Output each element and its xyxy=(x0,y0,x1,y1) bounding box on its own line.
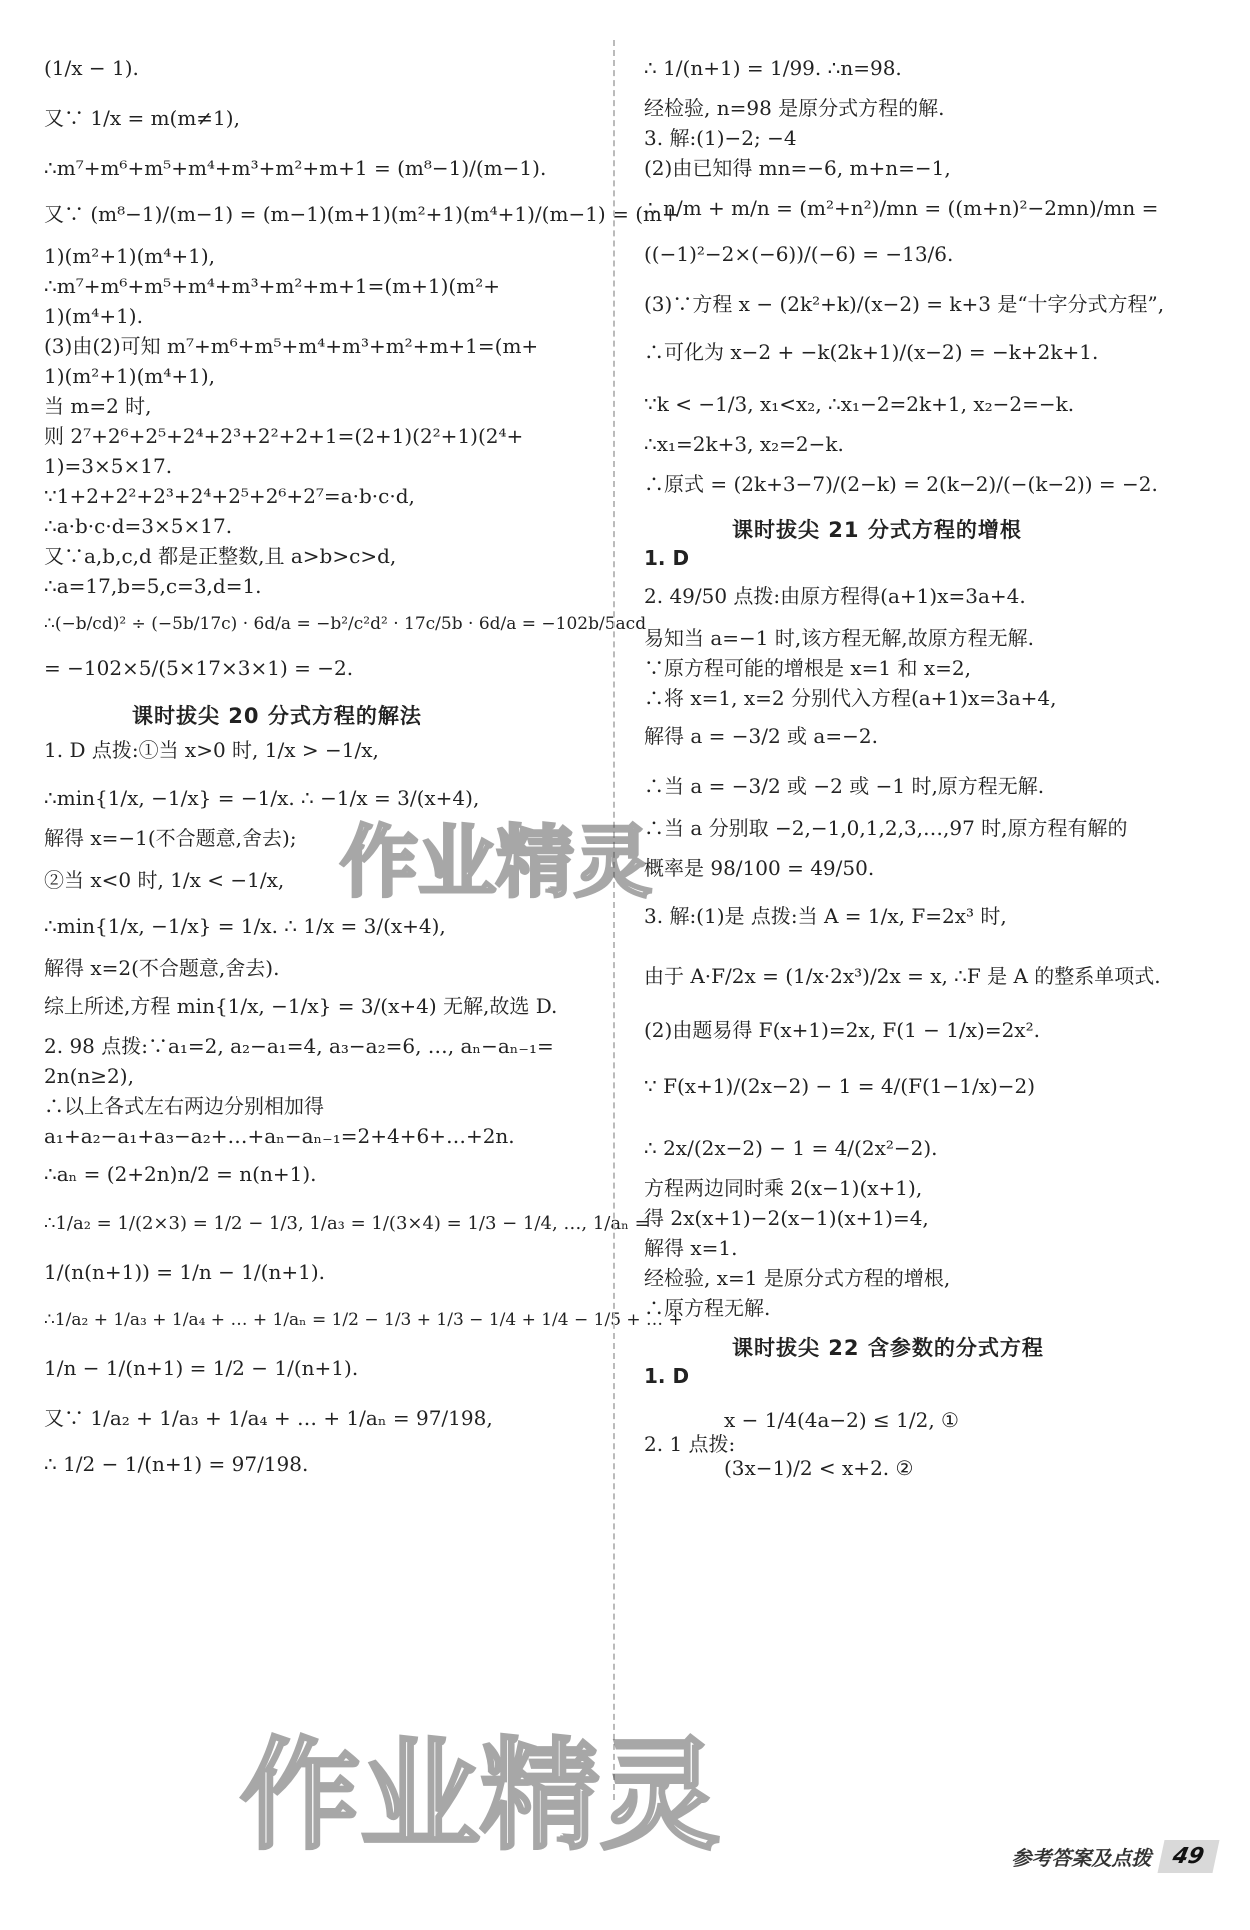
text-line: 又∵ 1/x = m(m≠1), xyxy=(44,106,240,130)
column-divider xyxy=(613,40,615,1800)
text-line: 又∵a,b,c,d 都是正整数,且 a>b>c>d, xyxy=(44,544,397,568)
section-heading-20: 课时拔尖 20 分式方程的解法 xyxy=(132,704,422,728)
text-line: ∴ n/m + m/n = (m²+n²)/mn = ((m+n)²−2mn)/mn = xyxy=(644,196,1159,220)
watermark: 作业精灵 xyxy=(340,818,653,908)
text-line: ∴ 1/2 − 1/(n+1) = 97/198. xyxy=(44,1452,309,1476)
text-line: 概率是 98/100 = 49/50. xyxy=(644,856,875,880)
text-line: 解得 x=1. xyxy=(644,1236,738,1260)
text-line: 当 m=2 时, xyxy=(44,394,152,418)
text-line: ∴(−b/cd)² ÷ (−5b/17c) · 6d/a = −b²/c²d² · 17c/5b · 6d/a = −102b/5acd xyxy=(44,614,647,634)
text-line: ∴ 1/(n+1) = 1/99. ∴n=98. xyxy=(644,56,902,80)
text-line: (3)∵方程 x − (2k²+k)/(x−2) = k+3 是“十字分式方程”, xyxy=(644,292,1165,316)
text-line: 1. D xyxy=(644,546,690,570)
text-line: ∴a·b·c·d=3×5×17. xyxy=(44,514,233,538)
text-line: (1/x − 1). xyxy=(44,56,139,80)
text-line: 经检验, x=1 是原分式方程的增根, xyxy=(644,1266,951,1290)
text-line: 又∵ 1/a₂ + 1/a₃ + 1/a₄ + … + 1/aₙ = 97/198, xyxy=(44,1406,493,1430)
text-line: 1. D 点拨:①当 x>0 时, 1/x > −1/x, xyxy=(44,738,379,762)
page-number: 49 xyxy=(1158,1840,1220,1873)
text-line: 1)(m⁴+1). xyxy=(44,304,143,328)
text-line: x − 1/4(4a−2) ≤ 1/2, ① xyxy=(724,1408,959,1432)
text-line: 综上所述,方程 min{1/x, −1/x} = 3/(x+4) 无解,故选 D. xyxy=(44,994,558,1018)
text-line: ∴当 a = −3/2 或 −2 或 −1 时,原方程无解. xyxy=(644,774,1045,798)
text-line: 1)(m²+1)(m⁴+1), xyxy=(44,364,216,388)
text-line: a₁+a₂−a₁+a₃−a₂+…+aₙ−aₙ₋₁=2+4+6+…+2n. xyxy=(44,1124,515,1148)
text-line: 2. 49/50 点拨:由原方程得(a+1)x=3a+4. xyxy=(644,584,1026,608)
text-line: (3x−1)/2 < x+2. ② xyxy=(724,1456,914,1480)
text-line: ∴1/a₂ + 1/a₃ + 1/a₄ + … + 1/aₙ = 1/2 − 1/3 + 1/3 − 1/4 + 1/4 − 1/5 + … + xyxy=(44,1310,683,1330)
text-line: ∴将 x=1, x=2 分别代入方程(a+1)x=3a+4, xyxy=(644,686,1057,710)
text-line: ∴1/a₂ = 1/(2×3) = 1/2 − 1/3, 1/a₃ = 1/(3×4) = 1/3 − 1/4, …, 1/aₙ = xyxy=(44,1213,650,1234)
watermark: 作业精灵 xyxy=(240,1727,720,1866)
page-footer xyxy=(1001,1836,1216,1876)
text-line: ∵ F(x+1)/(2x−2) − 1 = 4/(F(1−1/x)−2) xyxy=(644,1074,1036,1098)
text-line: 易知当 a=−1 时,该方程无解,故原方程无解. xyxy=(644,626,1034,650)
text-line: 解得 x=−1(不合题意,舍去); xyxy=(44,826,297,850)
text-line: = −102×5/(5×17×3×1) = −2. xyxy=(44,656,354,680)
text-line: ②当 x<0 时, 1/x < −1/x, xyxy=(44,868,285,892)
text-line: 解得 a = −3/2 或 a=−2. xyxy=(644,724,878,748)
text-line: ∴m⁷+m⁶+m⁵+m⁴+m³+m²+m+1 = (m⁸−1)/(m−1). xyxy=(44,156,547,180)
text-line: 又∵ (m⁸−1)/(m−1) = (m−1)(m+1)(m²+1)(m⁴+1)/(m−1) = (m+ xyxy=(44,202,679,226)
text-line: ∴原方程无解. xyxy=(644,1296,771,1320)
text-line: ∵原方程可能的增根是 x=1 和 x=2, xyxy=(644,656,971,680)
text-line: 1/(n(n+1)) = 1/n − 1/(n+1). xyxy=(44,1260,325,1284)
section-heading-22: 课时拔尖 22 含参数的分式方程 xyxy=(732,1336,1044,1360)
text-line: ∴ 2x/(2x−2) − 1 = 4/(2x²−2). xyxy=(644,1136,938,1160)
text-line: 2n(n≥2), xyxy=(44,1064,134,1088)
text-line: ∵k < −1/3, x₁<x₂, ∴x₁−2=2k+1, x₂−2=−k. xyxy=(644,392,1075,416)
text-line: 1)=3×5×17. xyxy=(44,454,173,478)
text-line: 方程两边同时乘 2(x−1)(x+1), xyxy=(644,1176,923,1200)
footer-label: 参考答案及点拨 xyxy=(1011,1845,1152,1870)
text-line: 3. 解:(1)是 点拨:当 A = 1/x, F=2x³ 时, xyxy=(644,904,1007,928)
text-line: ∴原式 = (2k+3−7)/(2−k) = 2(k−2)/(−(k−2)) = −2. xyxy=(644,472,1158,496)
text-line: ∴min{1/x, −1/x} = 1/x. ∴ 1/x = 3/(x+4), xyxy=(44,914,446,938)
text-line: 由于 A·F/2x = (1/x·2x³)/2x = x, ∴F 是 A 的整系单项式. xyxy=(644,964,1161,988)
text-line: (3)由(2)可知 m⁷+m⁶+m⁵+m⁴+m³+m²+m+1=(m+ xyxy=(44,334,539,358)
text-line: ((−1)²−2×(−6))/(−6) = −13/6. xyxy=(644,242,954,266)
text-line: 得 2x(x+1)−2(x−1)(x+1)=4, xyxy=(644,1206,929,1230)
text-line: (2)由题易得 F(x+1)=2x, F(1 − 1/x)=2x². xyxy=(644,1018,1040,1042)
section-heading-21: 课时拔尖 21 分式方程的增根 xyxy=(732,518,1022,542)
text-line: ∴aₙ = (2+2n)n/2 = n(n+1). xyxy=(44,1162,317,1186)
text-line: 1/n − 1/(n+1) = 1/2 − 1/(n+1). xyxy=(44,1356,359,1380)
text-line: 则 2⁷+2⁶+2⁵+2⁴+2³+2²+2+1=(2+1)(2²+1)(2⁴+ xyxy=(44,424,524,448)
text-line: ∵1+2+2²+2³+2⁴+2⁵+2⁶+2⁷=a·b·c·d, xyxy=(44,484,415,508)
text-line: 经检验, n=98 是原分式方程的解. xyxy=(644,96,945,120)
text-line: ∴min{1/x, −1/x} = −1/x. ∴ −1/x = 3/(x+4), xyxy=(44,786,480,810)
text-line: 1)(m²+1)(m⁴+1), xyxy=(44,244,216,268)
text-line: ∴可化为 x−2 + −k(2k+1)/(x−2) = −k+2k+1. xyxy=(644,340,1099,364)
text-line: ∴x₁=2k+3, x₂=2−k. xyxy=(644,432,844,456)
text-line: ∴以上各式左右两边分别相加得 xyxy=(44,1094,324,1118)
text-line: ∴m⁷+m⁶+m⁵+m⁴+m³+m²+m+1=(m+1)(m²+ xyxy=(44,274,500,298)
text-line: ∴当 a 分别取 −2,−1,0,1,2,3,…,97 时,原方程有解的 xyxy=(644,816,1128,840)
text-line: 解得 x=2(不合题意,舍去). xyxy=(44,956,280,980)
text-line: 3. 解:(1)−2; −4 xyxy=(644,126,797,150)
text-line: 2. 98 点拨:∵a₁=2, a₂−a₁=4, a₃−a₂=6, …, aₙ−aₙ₋₁= xyxy=(44,1034,554,1058)
text-line: (2)由已知得 mn=−6, m+n=−1, xyxy=(644,156,951,180)
text-line: 2. 1 点拨: xyxy=(644,1432,736,1456)
text-line: 1. D xyxy=(644,1364,690,1388)
text-line: ∴a=17,b=5,c=3,d=1. xyxy=(44,574,262,598)
